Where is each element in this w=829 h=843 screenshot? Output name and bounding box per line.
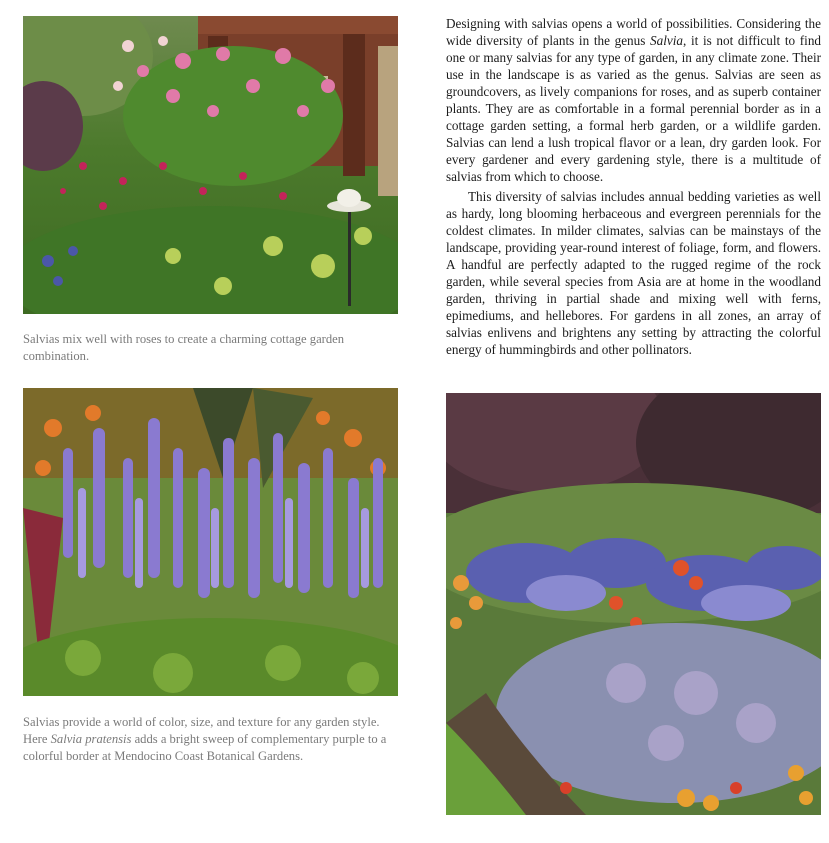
body-text (446, 15, 821, 358)
photo-salvia-pratensis (23, 388, 398, 696)
caption-roses: Salvias mix well with roses to create a charming cottage garden combination. (23, 332, 345, 363)
paragraph-1-genus: Salvia (650, 33, 684, 48)
caption-pratensis-post: adds a bright sweep of complementary purple to a colorful border at Mendocino Coast Botanical Gardens. (23, 732, 387, 763)
paragraph-1-pre: Designing with salvias opens a world of possibilities. Considering the wide diversity of plants in the genus (446, 16, 821, 48)
paragraph-1-post: , it is not difficult to find one or many salvias for any type of garden, in any climate zone. Their use in the landscape is as varied as the genus. Salvias are seen as groundcovers, as lively companions for roses, and as superb container plants. They are as comfortable in a formal perennial border as in a cottage garden setting, a formal herb garden, or a wildlife garden. Salvias can lend a lush tropical flavor or a lean, dry garden look. For every gardener and every gardening style, there is a multitude of salvias from which to choose. (446, 33, 822, 184)
paragraph-1 (446, 15, 821, 185)
caption-pratensis-species: Salvia pratensis (50, 732, 132, 746)
paragraph-2: This diversity of salvias includes annual bedding varieties as well as hardy, long blooming herbaceous and evergreen perennials for the coldest climates. In milder climates, salvias can be mainstays of the landscape, providing year-round interest of foliage, form, and flowers. A handful are perfectly adapted to the rugged regime of the rock garden, while several species from Asia are at home in the woodland garden, thriving in partial shade and mixing well with ferns, epimediums, and hellebores. For gardens in all zones, an array of salvias enlivens and brightens any setting by attracting the colorful energy of hummingbirds and other pollinators. (446, 189, 821, 357)
photo-roses-salvias (23, 16, 398, 314)
photo-salvia-border (446, 393, 821, 815)
caption-pratensis-pre: Salvias provide a world of color, size, and texture for any garden style. Here (23, 715, 380, 746)
caption-pratensis (23, 714, 398, 765)
